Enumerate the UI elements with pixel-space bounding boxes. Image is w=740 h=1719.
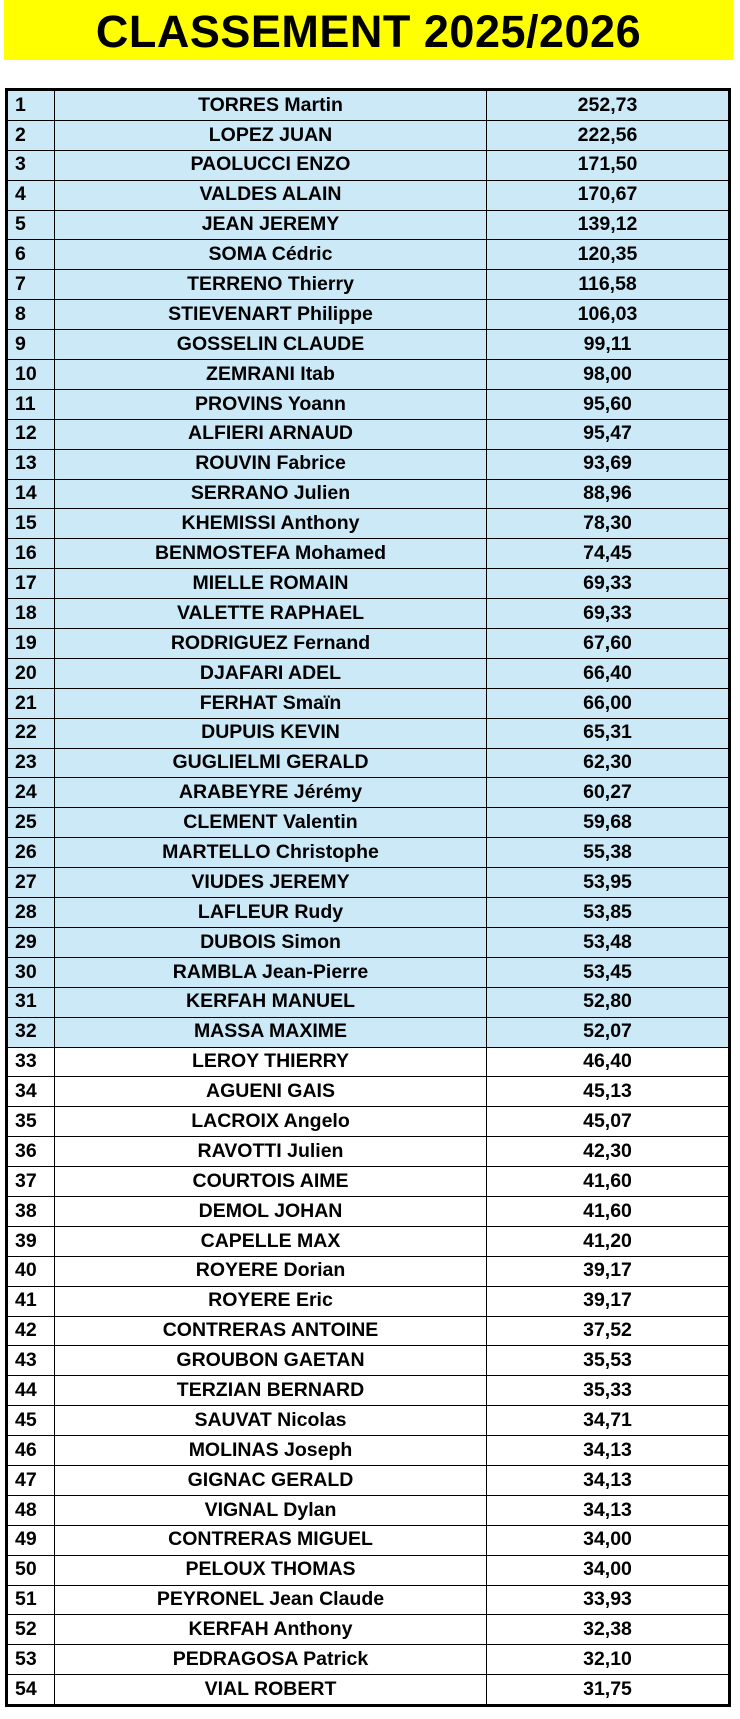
score-cell: 39,17	[487, 1286, 730, 1316]
table-row	[7, 629, 730, 659]
name-cell: RAMBLA Jean-Pierre	[55, 957, 487, 987]
rank-cell: 9	[7, 330, 55, 360]
score-cell: 34,00	[487, 1555, 730, 1585]
score-cell: 33,93	[487, 1585, 730, 1615]
name-cell: MASSA MAXIME	[55, 1017, 487, 1047]
score-cell: 35,33	[487, 1376, 730, 1406]
rank-cell: 46	[7, 1436, 55, 1466]
name-cell: GIGNAC GERALD	[55, 1465, 487, 1495]
name-cell: KHEMISSI Anthony	[55, 509, 487, 539]
table-row	[7, 1017, 730, 1047]
score-cell: 69,33	[487, 599, 730, 629]
score-cell: 98,00	[487, 360, 730, 390]
rank-cell: 1	[7, 90, 55, 121]
table-row	[7, 1167, 730, 1197]
table-row	[7, 330, 730, 360]
name-cell: AGUENI GAIS	[55, 1077, 487, 1107]
table-row	[7, 599, 730, 629]
rank-cell: 26	[7, 838, 55, 868]
table-row	[7, 1047, 730, 1077]
score-cell: 66,00	[487, 688, 730, 718]
name-cell: KERFAH Anthony	[55, 1615, 487, 1645]
score-cell: 35,53	[487, 1346, 730, 1376]
score-cell: 46,40	[487, 1047, 730, 1077]
score-cell: 41,60	[487, 1196, 730, 1226]
score-cell: 34,13	[487, 1495, 730, 1525]
rank-cell: 12	[7, 419, 55, 449]
rank-cell: 47	[7, 1465, 55, 1495]
score-cell: 55,38	[487, 838, 730, 868]
table-row	[7, 1077, 730, 1107]
score-cell: 37,52	[487, 1316, 730, 1346]
name-cell: PAOLUCCI ENZO	[55, 150, 487, 180]
rank-cell: 37	[7, 1167, 55, 1197]
table-row	[7, 240, 730, 270]
rank-cell: 31	[7, 987, 55, 1017]
score-cell: 45,07	[487, 1107, 730, 1137]
score-cell: 32,10	[487, 1645, 730, 1675]
table-row	[7, 1137, 730, 1167]
table-row	[7, 1256, 730, 1286]
rank-cell: 38	[7, 1196, 55, 1226]
table-row	[7, 210, 730, 240]
score-cell: 69,33	[487, 569, 730, 599]
rank-cell: 24	[7, 778, 55, 808]
rank-cell: 52	[7, 1615, 55, 1645]
name-cell: MARTELLO Christophe	[55, 838, 487, 868]
name-cell: ALFIERI ARNAUD	[55, 419, 487, 449]
rank-cell: 18	[7, 599, 55, 629]
score-cell: 53,95	[487, 868, 730, 898]
score-cell: 106,03	[487, 300, 730, 330]
name-cell: KERFAH MANUEL	[55, 987, 487, 1017]
ranking-table-body	[7, 90, 730, 1706]
name-cell: ARABEYRE Jérémy	[55, 778, 487, 808]
page-title: CLASSEMENT 2025/2026	[95, 5, 642, 57]
table-row	[7, 1525, 730, 1555]
table-row	[7, 1107, 730, 1137]
name-cell: COURTOIS AIME	[55, 1167, 487, 1197]
score-cell: 59,68	[487, 808, 730, 838]
name-cell: RODRIGUEZ Fernand	[55, 629, 487, 659]
name-cell: JEAN JEREMY	[55, 210, 487, 240]
table-row	[7, 898, 730, 928]
name-cell: LACROIX Angelo	[55, 1107, 487, 1137]
table-row	[7, 449, 730, 479]
name-cell: LAFLEUR Rudy	[55, 898, 487, 928]
rank-cell: 15	[7, 509, 55, 539]
score-cell: 78,30	[487, 509, 730, 539]
table-row	[7, 419, 730, 449]
score-cell: 65,31	[487, 718, 730, 748]
rank-cell: 36	[7, 1137, 55, 1167]
rank-cell: 50	[7, 1555, 55, 1585]
rank-cell: 45	[7, 1406, 55, 1436]
rank-cell: 43	[7, 1346, 55, 1376]
rank-cell: 7	[7, 270, 55, 300]
name-cell: SAUVAT Nicolas	[55, 1406, 487, 1436]
rank-cell: 34	[7, 1077, 55, 1107]
table-row	[7, 1615, 730, 1645]
score-cell: 95,60	[487, 389, 730, 419]
score-cell: 53,45	[487, 957, 730, 987]
score-cell: 34,13	[487, 1436, 730, 1466]
rank-cell: 33	[7, 1047, 55, 1077]
name-cell: GROUBON GAETAN	[55, 1346, 487, 1376]
name-cell: PELOUX THOMAS	[55, 1555, 487, 1585]
name-cell: CAPELLE MAX	[55, 1226, 487, 1256]
rank-cell: 19	[7, 629, 55, 659]
rank-cell: 28	[7, 898, 55, 928]
score-cell: 34,13	[487, 1465, 730, 1495]
name-cell: VIGNAL Dylan	[55, 1495, 487, 1525]
score-cell: 99,11	[487, 330, 730, 360]
name-cell: ZEMRANI Itab	[55, 360, 487, 390]
rank-cell: 48	[7, 1495, 55, 1525]
rank-cell: 30	[7, 957, 55, 987]
table-row	[7, 957, 730, 987]
table-row	[7, 1286, 730, 1316]
table-row	[7, 1226, 730, 1256]
name-cell: VIUDES JEREMY	[55, 868, 487, 898]
table-row	[7, 1675, 730, 1706]
table-row	[7, 120, 730, 150]
name-cell: SOMA Cédric	[55, 240, 487, 270]
rank-cell: 22	[7, 718, 55, 748]
table-row	[7, 479, 730, 509]
score-cell: 120,35	[487, 240, 730, 270]
score-cell: 53,85	[487, 898, 730, 928]
name-cell: ROYERE Eric	[55, 1286, 487, 1316]
table-row	[7, 1196, 730, 1226]
table-row	[7, 1316, 730, 1346]
rank-cell: 3	[7, 150, 55, 180]
table-row	[7, 90, 730, 121]
score-cell: 67,60	[487, 629, 730, 659]
table-row	[7, 1436, 730, 1466]
score-cell: 34,71	[487, 1406, 730, 1436]
table-row	[7, 150, 730, 180]
score-cell: 39,17	[487, 1256, 730, 1286]
rank-cell: 11	[7, 389, 55, 419]
rank-cell: 29	[7, 927, 55, 957]
score-cell: 41,60	[487, 1167, 730, 1197]
table-row	[7, 360, 730, 390]
name-cell: VALETTE RAPHAEL	[55, 599, 487, 629]
rank-cell: 42	[7, 1316, 55, 1346]
rank-cell: 14	[7, 479, 55, 509]
score-cell: 95,47	[487, 419, 730, 449]
rank-cell: 41	[7, 1286, 55, 1316]
name-cell: BENMOSTEFA Mohamed	[55, 539, 487, 569]
score-cell: 32,38	[487, 1615, 730, 1645]
score-cell: 170,67	[487, 180, 730, 210]
rank-cell: 21	[7, 688, 55, 718]
score-cell: 74,45	[487, 539, 730, 569]
name-cell: SERRANO Julien	[55, 479, 487, 509]
name-cell: DUBOIS Simon	[55, 927, 487, 957]
name-cell: STIEVENART Philippe	[55, 300, 487, 330]
score-cell: 222,56	[487, 120, 730, 150]
table-row	[7, 778, 730, 808]
table-row	[7, 1376, 730, 1406]
rank-cell: 35	[7, 1107, 55, 1137]
rank-cell: 17	[7, 569, 55, 599]
table-row	[7, 688, 730, 718]
table-row	[7, 539, 730, 569]
table-row	[7, 838, 730, 868]
name-cell: PROVINS Yoann	[55, 389, 487, 419]
score-cell: 31,75	[487, 1675, 730, 1706]
rank-cell: 40	[7, 1256, 55, 1286]
table-row	[7, 300, 730, 330]
table-row	[7, 987, 730, 1017]
rank-cell: 51	[7, 1585, 55, 1615]
table-row	[7, 1346, 730, 1376]
table-row	[7, 1495, 730, 1525]
name-cell: VIAL ROBERT	[55, 1675, 487, 1706]
rank-cell: 6	[7, 240, 55, 270]
rank-cell: 44	[7, 1376, 55, 1406]
rank-cell: 25	[7, 808, 55, 838]
score-cell: 93,69	[487, 449, 730, 479]
name-cell: LOPEZ JUAN	[55, 120, 487, 150]
table-row	[7, 270, 730, 300]
name-cell: TORRES Martin	[55, 90, 487, 121]
score-cell: 42,30	[487, 1137, 730, 1167]
table-row	[7, 748, 730, 778]
score-cell: 66,40	[487, 658, 730, 688]
score-cell: 88,96	[487, 479, 730, 509]
name-cell: RAVOTTI Julien	[55, 1137, 487, 1167]
table-row	[7, 927, 730, 957]
ranking-table	[5, 88, 731, 1707]
rank-cell: 20	[7, 658, 55, 688]
name-cell: FERHAT Smaïn	[55, 688, 487, 718]
name-cell: VALDES ALAIN	[55, 180, 487, 210]
name-cell: TERRENO Thierry	[55, 270, 487, 300]
name-cell: GUGLIELMI GERALD	[55, 748, 487, 778]
table-row	[7, 1465, 730, 1495]
score-cell: 252,73	[487, 90, 730, 121]
table-row	[7, 868, 730, 898]
rank-cell: 2	[7, 120, 55, 150]
name-cell: CONTRERAS ANTOINE	[55, 1316, 487, 1346]
name-cell: MIELLE ROMAIN	[55, 569, 487, 599]
rank-cell: 5	[7, 210, 55, 240]
rank-cell: 54	[7, 1675, 55, 1706]
rank-cell: 32	[7, 1017, 55, 1047]
rank-cell: 49	[7, 1525, 55, 1555]
table-row	[7, 1645, 730, 1675]
score-cell: 171,50	[487, 150, 730, 180]
table-row	[7, 180, 730, 210]
name-cell: CONTRERAS MIGUEL	[55, 1525, 487, 1555]
name-cell: PEYRONEL Jean Claude	[55, 1585, 487, 1615]
score-cell: 45,13	[487, 1077, 730, 1107]
table-row	[7, 1585, 730, 1615]
name-cell: ROYERE Dorian	[55, 1256, 487, 1286]
name-cell: ROUVIN Fabrice	[55, 449, 487, 479]
score-cell: 41,20	[487, 1226, 730, 1256]
score-cell: 53,48	[487, 927, 730, 957]
name-cell: DEMOL JOHAN	[55, 1196, 487, 1226]
name-cell: DJAFARI ADEL	[55, 658, 487, 688]
rank-cell: 27	[7, 868, 55, 898]
table-row	[7, 389, 730, 419]
rank-cell: 53	[7, 1645, 55, 1675]
score-cell: 139,12	[487, 210, 730, 240]
table-row	[7, 718, 730, 748]
rank-cell: 39	[7, 1226, 55, 1256]
score-cell: 116,58	[487, 270, 730, 300]
rank-cell: 16	[7, 539, 55, 569]
score-cell: 62,30	[487, 748, 730, 778]
score-cell: 52,07	[487, 1017, 730, 1047]
table-row	[7, 808, 730, 838]
name-cell: CLEMENT Valentin	[55, 808, 487, 838]
rank-cell: 8	[7, 300, 55, 330]
rank-cell: 10	[7, 360, 55, 390]
name-cell: LEROY THIERRY	[55, 1047, 487, 1077]
score-cell: 60,27	[487, 778, 730, 808]
name-cell: PEDRAGOSA Patrick	[55, 1645, 487, 1675]
score-cell: 52,80	[487, 987, 730, 1017]
rank-cell: 13	[7, 449, 55, 479]
score-cell: 34,00	[487, 1525, 730, 1555]
name-cell: GOSSELIN CLAUDE	[55, 330, 487, 360]
table-row	[7, 1406, 730, 1436]
table-row	[7, 1555, 730, 1585]
name-cell: TERZIAN BERNARD	[55, 1376, 487, 1406]
table-row	[7, 509, 730, 539]
name-cell: DUPUIS KEVIN	[55, 718, 487, 748]
table-row	[7, 569, 730, 599]
title-banner	[4, 0, 733, 60]
name-cell: MOLINAS Joseph	[55, 1436, 487, 1466]
table-row	[7, 658, 730, 688]
rank-cell: 23	[7, 748, 55, 778]
rank-cell: 4	[7, 180, 55, 210]
